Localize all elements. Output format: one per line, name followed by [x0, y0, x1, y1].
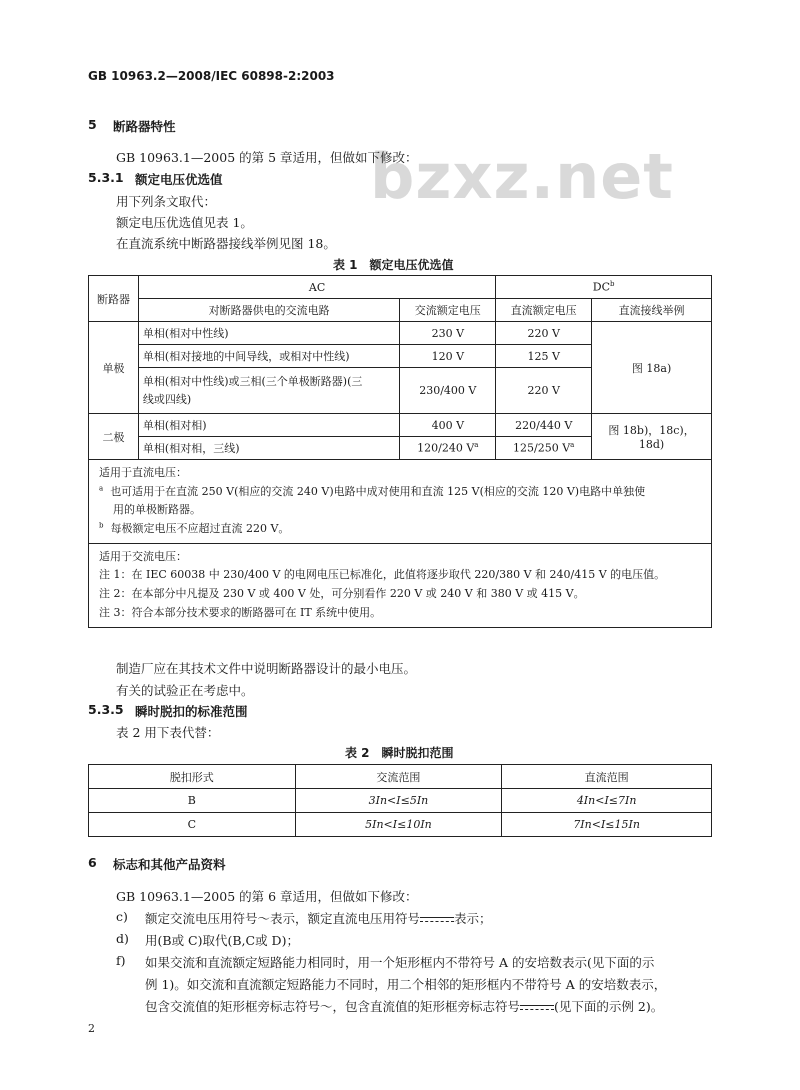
cell-dc-voltage: 220 V: [496, 368, 592, 414]
after-table-line: 有关的试验正在考虑中。: [116, 683, 254, 698]
table-2-caption: 表 2 瞬时脱扣范围: [345, 746, 454, 760]
table-2-header-ac: 交流范围: [295, 765, 502, 789]
subheader-dc-rated-voltage: 直流额定电压: [496, 299, 592, 322]
clause-531-number: 5.3.1: [88, 170, 124, 185]
subheader-dc-wiring-example: 直流接线举例: [592, 299, 712, 322]
cell-dc-range: 7In<I≤15In: [502, 813, 712, 837]
cell-ac-range: 3In<I≤5In: [295, 789, 502, 813]
table-row: [89, 414, 712, 437]
cell-trip-type: B: [89, 789, 296, 813]
item-d: 用(B或 C)取代(B,C或 D)；: [145, 933, 299, 948]
ac-note-1: 注 1：在 IEC 60038 中 230/400 V 的电网电压已标准化，此值将逐步取代 220/380 V 和 240/415 V 的电压值。: [99, 568, 666, 582]
page-number: 2: [88, 1022, 95, 1035]
clause-535-number: 5.3.5: [88, 702, 124, 717]
clause-531-line: 用下列条文取代：: [116, 194, 217, 209]
dc-note-b: $^b$ 每极额定电压不应超过直流 220 V。: [99, 521, 290, 536]
cell-circuit: 单相(相对接地的中间导线，或相对中性线): [138, 345, 399, 368]
item-c: 额定交流电压用符号～表示，额定直流电压用符号 表示；: [145, 911, 492, 926]
cell-circuit: 单相(相对中性线)或三相(三个单极断路器)(三 线或四线): [138, 368, 399, 414]
table-2-header-dc: 直流范围: [502, 765, 712, 789]
item-f-line-1: 如果交流和直流额定短路能力相同时，用一个矩形框内不带符号 A 的安培数表示(见下面的示: [145, 955, 655, 970]
table-2-header-type: 脱扣形式: [89, 765, 296, 789]
cell-example-two: 图 18b)，18c)，18d): [592, 414, 712, 460]
cell-circuit: 单相(相对相，三线): [138, 437, 399, 460]
dc-note-a-cont: 用的单极断路器。: [113, 503, 201, 517]
clause-531-line: 在直流系统中断路器接线举例见图 18。: [116, 236, 336, 251]
cell-example-single: 图 18a): [592, 322, 712, 414]
section-6-number: 6: [88, 855, 97, 870]
ac-note-2: 注 2：在本部分中凡提及 230 V 或 400 V 处，可分别看作 220 V 或 240 V 和 380 V 或 415 V。: [99, 587, 585, 601]
after-table-line: 制造厂应在其技术文件中说明断路器设计的最小电压。: [116, 661, 417, 676]
cell-ac-range: 5In<I≤10In: [295, 813, 502, 837]
cell-ac-voltage: 230/400 V: [400, 368, 496, 414]
table-1: [88, 275, 712, 628]
table-row: [89, 789, 712, 813]
col-dc-header: $DC^b$: [496, 276, 712, 299]
section-6-title: 标志和其他产品资料: [113, 857, 226, 872]
table-row: [89, 813, 712, 837]
section-6-intro: GB 10963.1—2005 的第 6 章适用，但做如下修改：: [116, 889, 418, 904]
subheader-ac-rated-voltage: 交流额定电压: [400, 299, 496, 322]
ac-note-3: 注 3：符合本部分技术要求的断路器可在 IT 系统中使用。: [99, 605, 382, 619]
item-d-mark: d): [116, 931, 129, 946]
group-single-pole: 单极: [89, 322, 139, 414]
clause-531-title: 额定电压优选值: [135, 172, 223, 187]
ac-notes: [89, 543, 712, 627]
clause-531-line: 额定电压优选值见表 1。: [116, 215, 253, 230]
item-c-mark: c): [116, 909, 128, 924]
cell-circuit: 单相(相对中性线): [138, 322, 399, 345]
table-1-caption: 表 1 额定电压优选值: [333, 258, 454, 272]
dc-symbol-icon: [520, 1004, 554, 1012]
cell-ac-voltage: 400 V: [400, 414, 496, 437]
document-header: GB 10963.2—2008/IEC 60898-2:2003: [88, 69, 335, 83]
cell-trip-type: C: [89, 813, 296, 837]
watermark: bzxz.net: [370, 140, 674, 213]
clause-535-title: 瞬时脱扣的标准范围: [135, 704, 248, 719]
cell-ac-voltage: 230 V: [400, 322, 496, 345]
cell-circuit: 单相(相对相): [138, 414, 399, 437]
dc-note-title: 适用于直流电压：: [99, 466, 187, 479]
cell-ac-voltage: 120 V: [400, 345, 496, 368]
clause-535-line: 表 2 用下表代替：: [116, 725, 220, 740]
table-2: [88, 764, 712, 837]
col-breaker-header: 断路器: [89, 276, 139, 322]
dc-note-a: $^a$ 也可适用于在直流 250 V(相应的交流 240 V)电路中成对使用和直流 125 V(相应的交流 120 V)电路中单独使: [99, 484, 646, 498]
cell-ac-voltage: 120/240 $V^a$: [400, 437, 496, 460]
dc-symbol-icon: [420, 916, 454, 924]
col-ac-header: AC: [138, 276, 495, 299]
ac-note-title: 适用于交流电压：: [99, 549, 187, 563]
cell-dc-voltage: 220/440 V: [496, 414, 592, 437]
table-row: [89, 322, 712, 345]
item-f-mark: f): [116, 953, 126, 968]
dc-notes: [89, 460, 712, 544]
cell-dc-range: 4In<I≤7In: [502, 789, 712, 813]
section-5-title: 断路器特性: [113, 119, 176, 134]
item-f-line-2: 例 1)。如交流和直流额定短路能力不同时，用二个相邻的矩形框内不带符号 A 的安培数表示，: [145, 977, 667, 992]
cell-dc-voltage: 125/250 $V^a$: [496, 437, 592, 460]
section-5-number: 5: [88, 117, 97, 132]
cell-dc-voltage: 220 V: [496, 322, 592, 345]
group-two-pole: 二极: [89, 414, 139, 460]
section-5-intro: GB 10963.1—2005 的第 5 章适用，但做如下修改：: [116, 150, 418, 165]
item-f-line-3: 包含交流值的矩形框旁标志符号～，包含直流值的矩形框旁标志符号 (见下面的示例 2)。: [145, 999, 664, 1014]
subheader-ac-circuit: 对断路器供电的交流电路: [138, 299, 399, 322]
cell-dc-voltage: 125 V: [496, 345, 592, 368]
